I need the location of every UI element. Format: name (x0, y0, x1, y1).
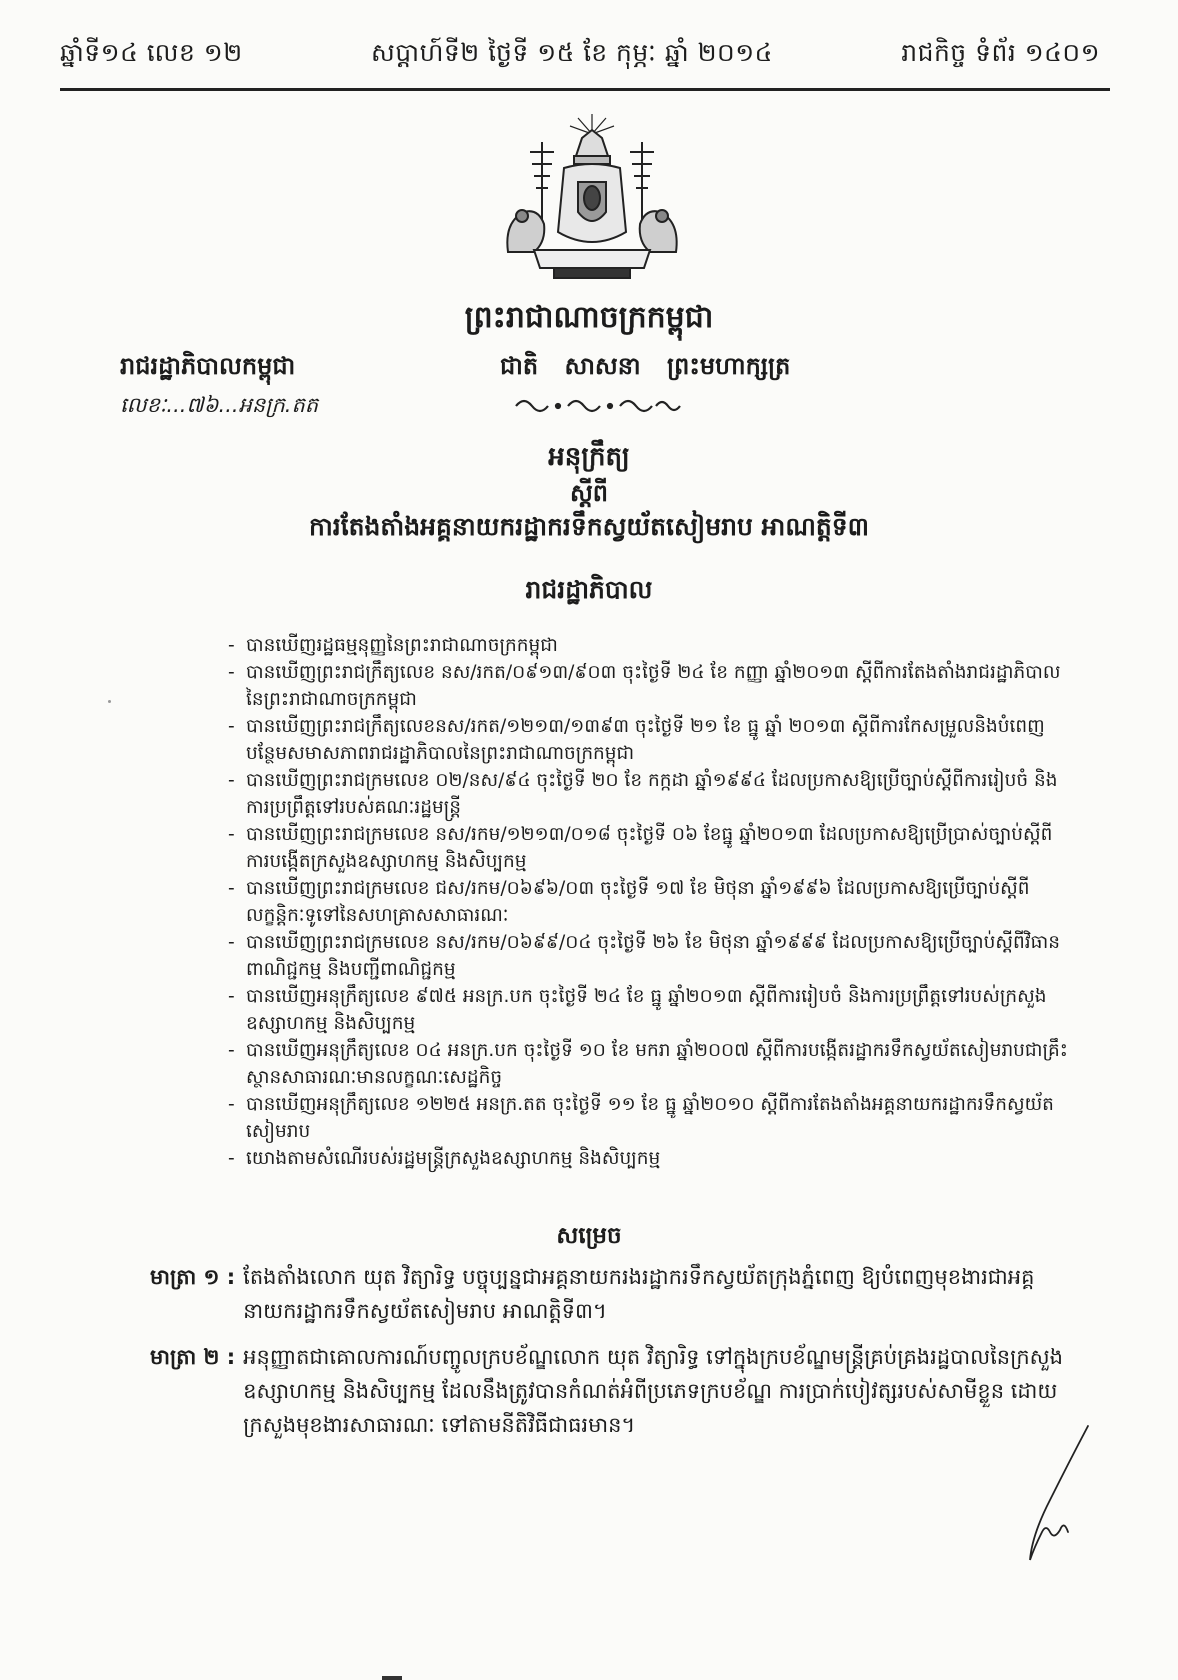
legal-basis-list (228, 632, 1073, 1172)
gazette-page: រាជកិច្ច ទំព័រ ១៤០១ (901, 38, 1100, 67)
list-item: - បានឃើញព្រះរាជក្រឹត្យលេខ នស/រកត/០៩១៣/៩០៣ ចុះថ្ងៃទី ២៤ ខែ កញ្ញា ឆ្នាំ២០១៣ ស្តីពីការតែងតាំងរាជរដ្ឋាភិបាលនៃព្រះរាជាណាចក្រកម្ពុជា (228, 659, 1073, 713)
list-item: - បានឃើញអនុក្រឹត្យលេខ ១២២៥ អនក្រ.តត ចុះថ្ងៃទី ១១ ខែ ធ្នូ ឆ្នាំ២០១០ ស្តីពីការតែងតាំងអគ្គនាយករដ្ឋាករទឹកស្វយ័តសៀមរាប (228, 1091, 1073, 1145)
royal-coat-of-arms-icon (494, 112, 690, 282)
issuer-heading: រាជរដ្ឋាភិបាល (525, 575, 653, 604)
page-bottom-mark (382, 1676, 402, 1680)
document-number: លេខៈ...៧៦...អនក្រ.តត (120, 393, 319, 417)
scan-speck (108, 700, 111, 703)
gazette-volume: ឆ្នាំទី១៤ លេខ ១២ (60, 38, 243, 67)
motto-ornament-icon (512, 394, 682, 414)
document-subject: ការតែងតាំងអគ្គនាយករដ្ឋាករទឹកស្វយ័តសៀមរាប អាណត្តិទី៣ (309, 512, 869, 541)
list-item: - បានឃើញព្រះរាជក្រមលេខ ជស/រកម/០៦៩៦/០៣ ចុះថ្ងៃទី ១៧ ខែ មិថុនា ឆ្នាំ១៩៩៦ ដែលប្រកាសឱ្យប្រើច្បាប់ស្តីពីលក្ខន្តិកៈទូទៅនៃសហគ្រាសសាធារណៈ (228, 875, 1073, 929)
article-label: មាត្រា ១ : (150, 1265, 236, 1289)
list-item: - បានឃើញព្រះរាជក្រមលេខ នស/រកម/០៦៩៩/០៤ ចុះថ្ងៃទី ២៦ ខែ មិថុនា ឆ្នាំ១៩៩៩ ដែលប្រកាសឱ្យប្រើច្បាប់ស្តីពីវិធានពាណិជ្ជកម្ម និងបញ្ជីពាណិជ្ជកម្ម (228, 929, 1073, 983)
article-text: តែងតាំងលោក យុត វិត្យារិទ្ធ បច្ចុប្បន្នជាអគ្គនាយករងរដ្ឋាករទឹកស្វយ័តក្រុងភ្នំពេញ ឱ្យបំពេញមុខងារជាអគ្គនាយករដ្ឋាករទឹកស្វយ័តសៀមរាប អាណត្តិទី៣។ (243, 1265, 1035, 1323)
document-about: ស្តីពី (569, 479, 609, 507)
list-item: - បានឃើញរដ្ឋធម្មនុញ្ញនៃព្រះរាជាណាចក្រកម្ពុជា (228, 632, 1073, 659)
header-divider (60, 88, 1110, 91)
signature-initial-icon (1010, 1420, 1100, 1570)
article-text: អនុញ្ញាតជាគោលការណ៍បញ្ចូលក្របខ័ណ្ឌលោក យុត វិត្យារិទ្ធ ទៅក្នុងក្របខ័ណ្ឌមន្ត្រីគ្រប់គ្រងរដ្ឋបាលនៃក្រសួងឧស្សាហកម្ម និងសិប្បកម្ម ដែលនឹងត្រូវបានកំណត់អំពីប្រភេទក្របខ័ណ្ឌ ការប្រាក់បៀវត្សរបស់សាមីខ្លួន ដោយក្រសួងមុខងារសាធារណៈ ទៅតាមនីតិវិធីជាធរមាន។ (243, 1345, 1064, 1437)
list-item: - បានឃើញព្រះរាជក្រឹត្យលេខនស/រកត/១២១៣/១៣៩៣ ចុះថ្ងៃទី ២១ ខែ ធ្នូ ឆ្នាំ ២០១៣ ស្តីពីការកែសម្រួលនិងបំពេញបន្ថែមសមាសភាពរាជរដ្ឋាភិបាលនៃព្រះរាជាណាចក្រកម្ពុជា (228, 713, 1073, 767)
list-item: - បានឃើញព្រះរាជក្រមលេខ នស/រកម/១២១៣/០១៨ ចុះថ្ងៃទី ០៦ ខែធ្នូ ឆ្នាំ២០១៣ ដែលប្រកាសឱ្យប្រើប្រាស់ច្បាប់ស្តីពីការបង្កើតក្រសួងឧស្សាហកម្ម និងសិប្បកម្ម (228, 821, 1073, 875)
government-name: រាជរដ្ឋាភិបាលកម្ពុជា (120, 352, 296, 380)
list-item: - បានឃើញព្រះរាជក្រមលេខ ០២/នស/៩៤ ចុះថ្ងៃទី ២០ ខែ កក្កដា ឆ្នាំ១៩៩៤ ដែលប្រកាសឱ្យប្រើច្បាប់ស្តីពីការរៀបចំ និងការប្រព្រឹត្តទៅរបស់គណៈរដ្ឋមន្ត្រី (228, 767, 1073, 821)
article-label: មាត្រា ២ : (150, 1345, 236, 1369)
list-item: - បានឃើញអនុក្រឹត្យលេខ ០៤ អនក្រ.បក ចុះថ្ងៃទី ១០ ខែ មករា ឆ្នាំ២០០៧ ស្តីពីការបង្កើតរដ្ឋាករទឹកស្វយ័តសៀមរាបជាគ្រឹះស្ថានសាធារណៈមានលក្ខណៈសេដ្ឋកិច្ច (228, 1037, 1073, 1091)
kingdom-title: ព្រះរាជាណាចក្រកម្ពុជា (464, 300, 714, 335)
article-1 (150, 1260, 1070, 1328)
gazette-header (60, 38, 1100, 74)
document-type: អនុក្រឹត្យ (548, 442, 630, 472)
list-item: - បានឃើញអនុក្រឹត្យលេខ ៩៧៥ អនក្រ.បក ចុះថ្ងៃទី ២៤ ខែ ធ្នូ ឆ្នាំ២០១៣ ស្តីពីការរៀបចំ និងការប្រព្រឹត្តទៅរបស់ក្រសួងឧស្សាហកម្ម និងសិប្បកម្ម (228, 983, 1073, 1037)
list-item: - យោងតាមសំណើរបស់រដ្ឋមន្ត្រីក្រសួងឧស្សាហកម្ម និងសិប្បកម្ម (228, 1145, 1073, 1172)
national-motto: ជាតិ សាសនា ព្រះមហាក្សត្រ (500, 352, 791, 380)
article-2 (150, 1340, 1070, 1442)
gazette-date: សប្តាហ៍ទី២ ថ្ងៃទី ១៥ ខែ កុម្ភៈ ឆ្នាំ ២០១៤ (370, 38, 773, 67)
decision-heading: សម្រេច (556, 1223, 622, 1249)
